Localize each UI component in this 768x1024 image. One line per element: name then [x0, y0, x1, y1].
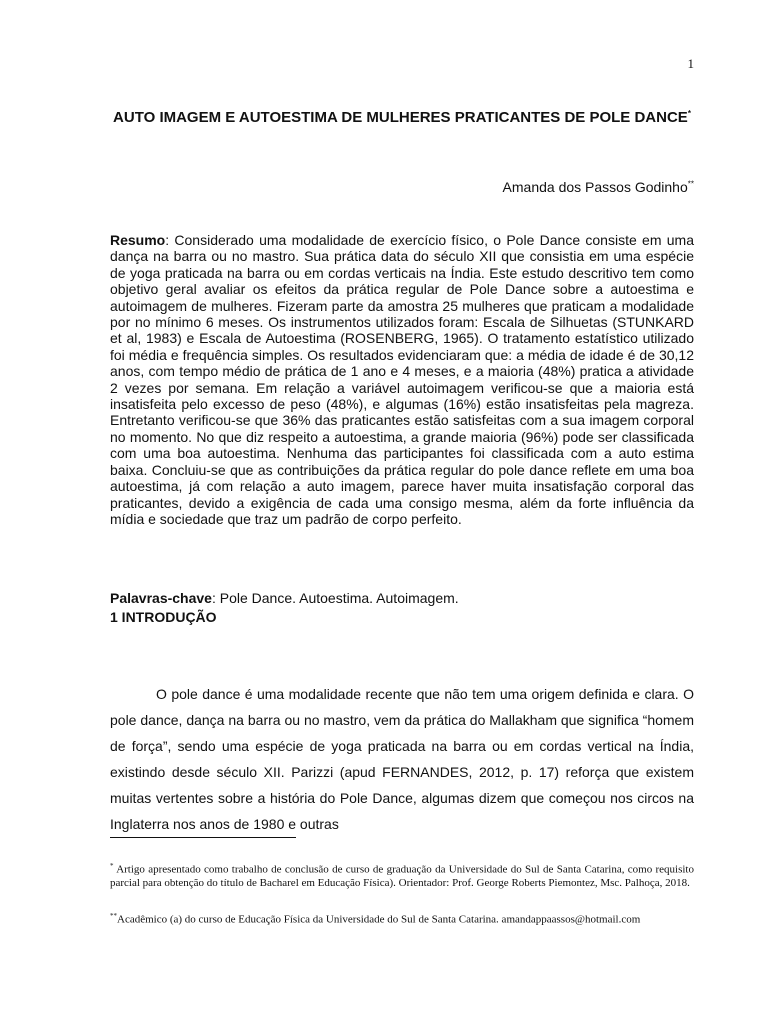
- keywords: [110, 590, 694, 606]
- footnote-1-mark: *: [110, 862, 114, 870]
- abstract: [110, 232, 694, 527]
- abstract-label: Resumo: [110, 232, 166, 248]
- footnote-divider: [110, 837, 296, 838]
- footnote-2-text: Acadêmico (a) do curso de Educação Física da Universidade do Sul de Santa Catarina. amandappaassos@hotmail.com: [117, 913, 641, 926]
- title-text: AUTO IMAGEM E AUTOESTIMA DE MULHERES PRATICANTES DE POLE DANCE: [113, 109, 688, 126]
- intro-paragraph: O pole dance é uma modalidade recente que não tem uma origem definida e clara. O pole dance, dança na barra ou no mastro, vem da prática do Mallakham que significa “homem de força”, sendo uma espécie de yoga praticada na barra ou em cordas vertical na Índia, existindo desde século XII. Parizzi (apud FERNANDES, 2012, p. 17) reforça que existem muitas vertentes sobre a história do Pole Dance, algumas dizem que começou nos circos na Inglaterra nos anos de 1980 e outras: [110, 686, 694, 832]
- footnote-2-mark: **: [110, 912, 117, 920]
- author-line: [380, 179, 694, 195]
- keywords-label: Palavras-chave: [110, 590, 212, 606]
- page-number: 1: [687, 56, 694, 71]
- footnote-2: [110, 910, 694, 927]
- author-footnote-mark: **: [687, 179, 694, 189]
- title-footnote-mark: *: [687, 109, 691, 118]
- author-name: Amanda dos Passos Godinho: [502, 179, 688, 195]
- keywords-text: : Pole Dance. Autoestima. Autoimagem.: [211, 590, 459, 606]
- paper-title: [110, 99, 694, 132]
- section-heading: 1 INTRODUÇÃO: [110, 609, 217, 625]
- abstract-text: : Considerado uma modalidade de exercício físico, o Pole Dance consiste em uma dança na barra ou no mastro. Sua prática data do século XII que consistia em uma espécie de yoga praticada na barra ou em cordas verticais na Índia. Este estudo descritivo tem como objetivo geral avaliar os efeitos da prática regular de Pole Dance sobre a autoestima e autoimagem de mulheres. Fizeram parte da amostra 25 mulheres que praticam a modalidade por no mínimo 6 meses. Os instrumentos utilizados foram: Escala de Silhuetas (STUNKARD et al, 1983) e Escala de Autoestima (ROSENBERG, 1965). O tratamento estatístico utilizado foi média e frequência simples. Os resultados evidenciaram que: a média de idade é de 30,12 anos, com tempo médio de prática de 1 ano e 4 meses, e a maioria (48%) pratica a atividade 2 vezes por semana. Em relação a variável autoimagem verificou-se que a maioria está insatisfeita pelo excesso de peso (48%), e algumas (16%) estão insatisfeitas pela magreza. Entretanto verificou-se que 36% das praticantes estão satisfeitas com a sua imagem corporal no momento. No que diz respeito a autoestima, a grande maioria (96%) pode ser classificada com uma boa autoestima. Nenhuma das participantes foi classificada com a auto estima baixa. Concluiu-se que as contribuições da prática regular do pole dance reflete em uma boa autoestima, já com relação a auto imagem, parece haver muita insatisfação corporal das praticantes, devido a exigência de cada uma consigo mesma, além da forte influência da mídia e sociedade que traz um padrão de corpo perfeito.: [110, 232, 694, 527]
- footnote-1: [110, 860, 694, 890]
- footnote-1-text: Artigo apresentado como trabalho de conclusão de curso de graduação da Universidade do Sul de Santa Catarina, como requisito parcial para obtenção do título de Bacharel em Educação Física). Orientador: Prof. George Roberts Piemontez, Msc. Palhoça, 2018.: [110, 863, 694, 889]
